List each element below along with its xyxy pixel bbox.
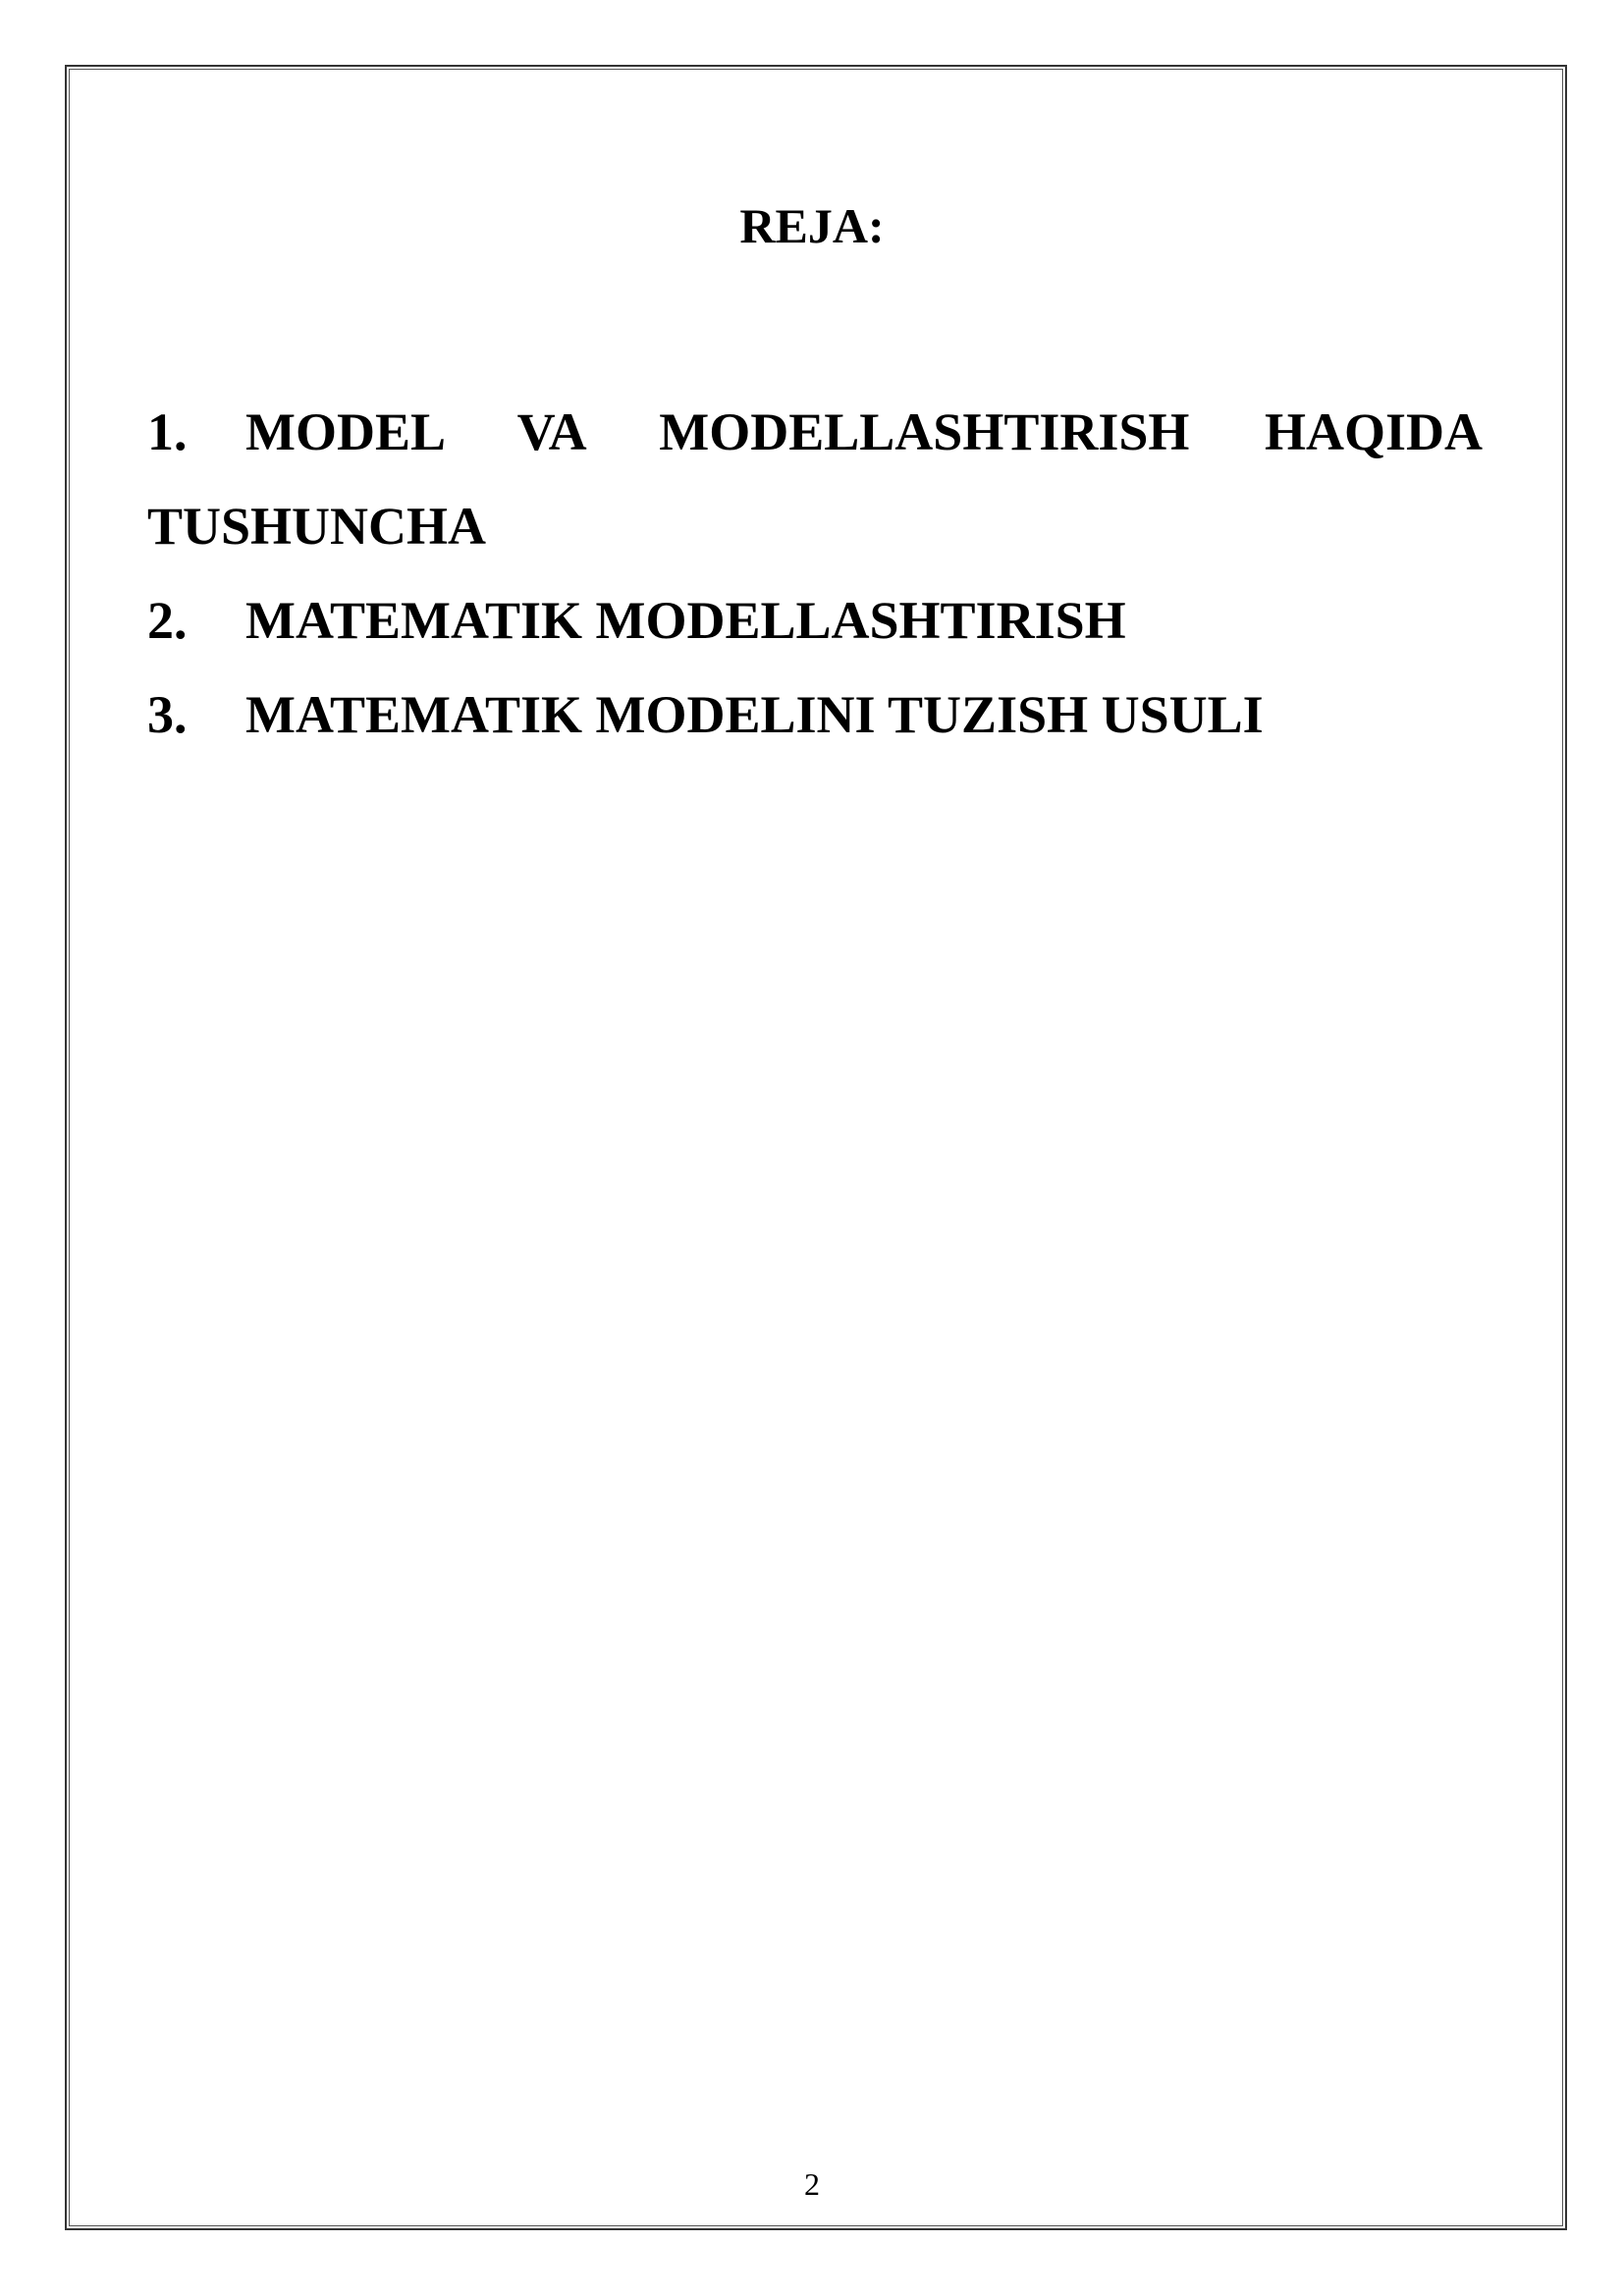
plan-item-2 [147, 573, 1483, 667]
page-title: REJA: [739, 198, 885, 253]
plan-item-text: MATEMATIK MODELINI TUZISH USULI [245, 685, 1264, 744]
plan-item-3 [147, 667, 1483, 762]
plan-item-1-continuation [147, 479, 1483, 573]
plan-item-word: MODELLASHTIRISH [659, 402, 1190, 461]
plan-item-word: MODEL [245, 402, 444, 461]
plan-item-number: 3. [147, 685, 188, 744]
plan-item-number: 1. [147, 402, 188, 461]
plan-item-word: VA [516, 402, 584, 461]
plan-item-text: MATEMATIK MODELLASHTIRISH [245, 591, 1126, 650]
plan-item-continuation-text: TUSHUNCHA [147, 497, 487, 556]
page-number: 2 [804, 2166, 820, 2202]
plan-list [147, 385, 1483, 762]
plan-item-1 [147, 385, 1483, 479]
plan-item-number: 2. [147, 591, 188, 650]
plan-item-word: HAQIDA [1265, 402, 1484, 461]
